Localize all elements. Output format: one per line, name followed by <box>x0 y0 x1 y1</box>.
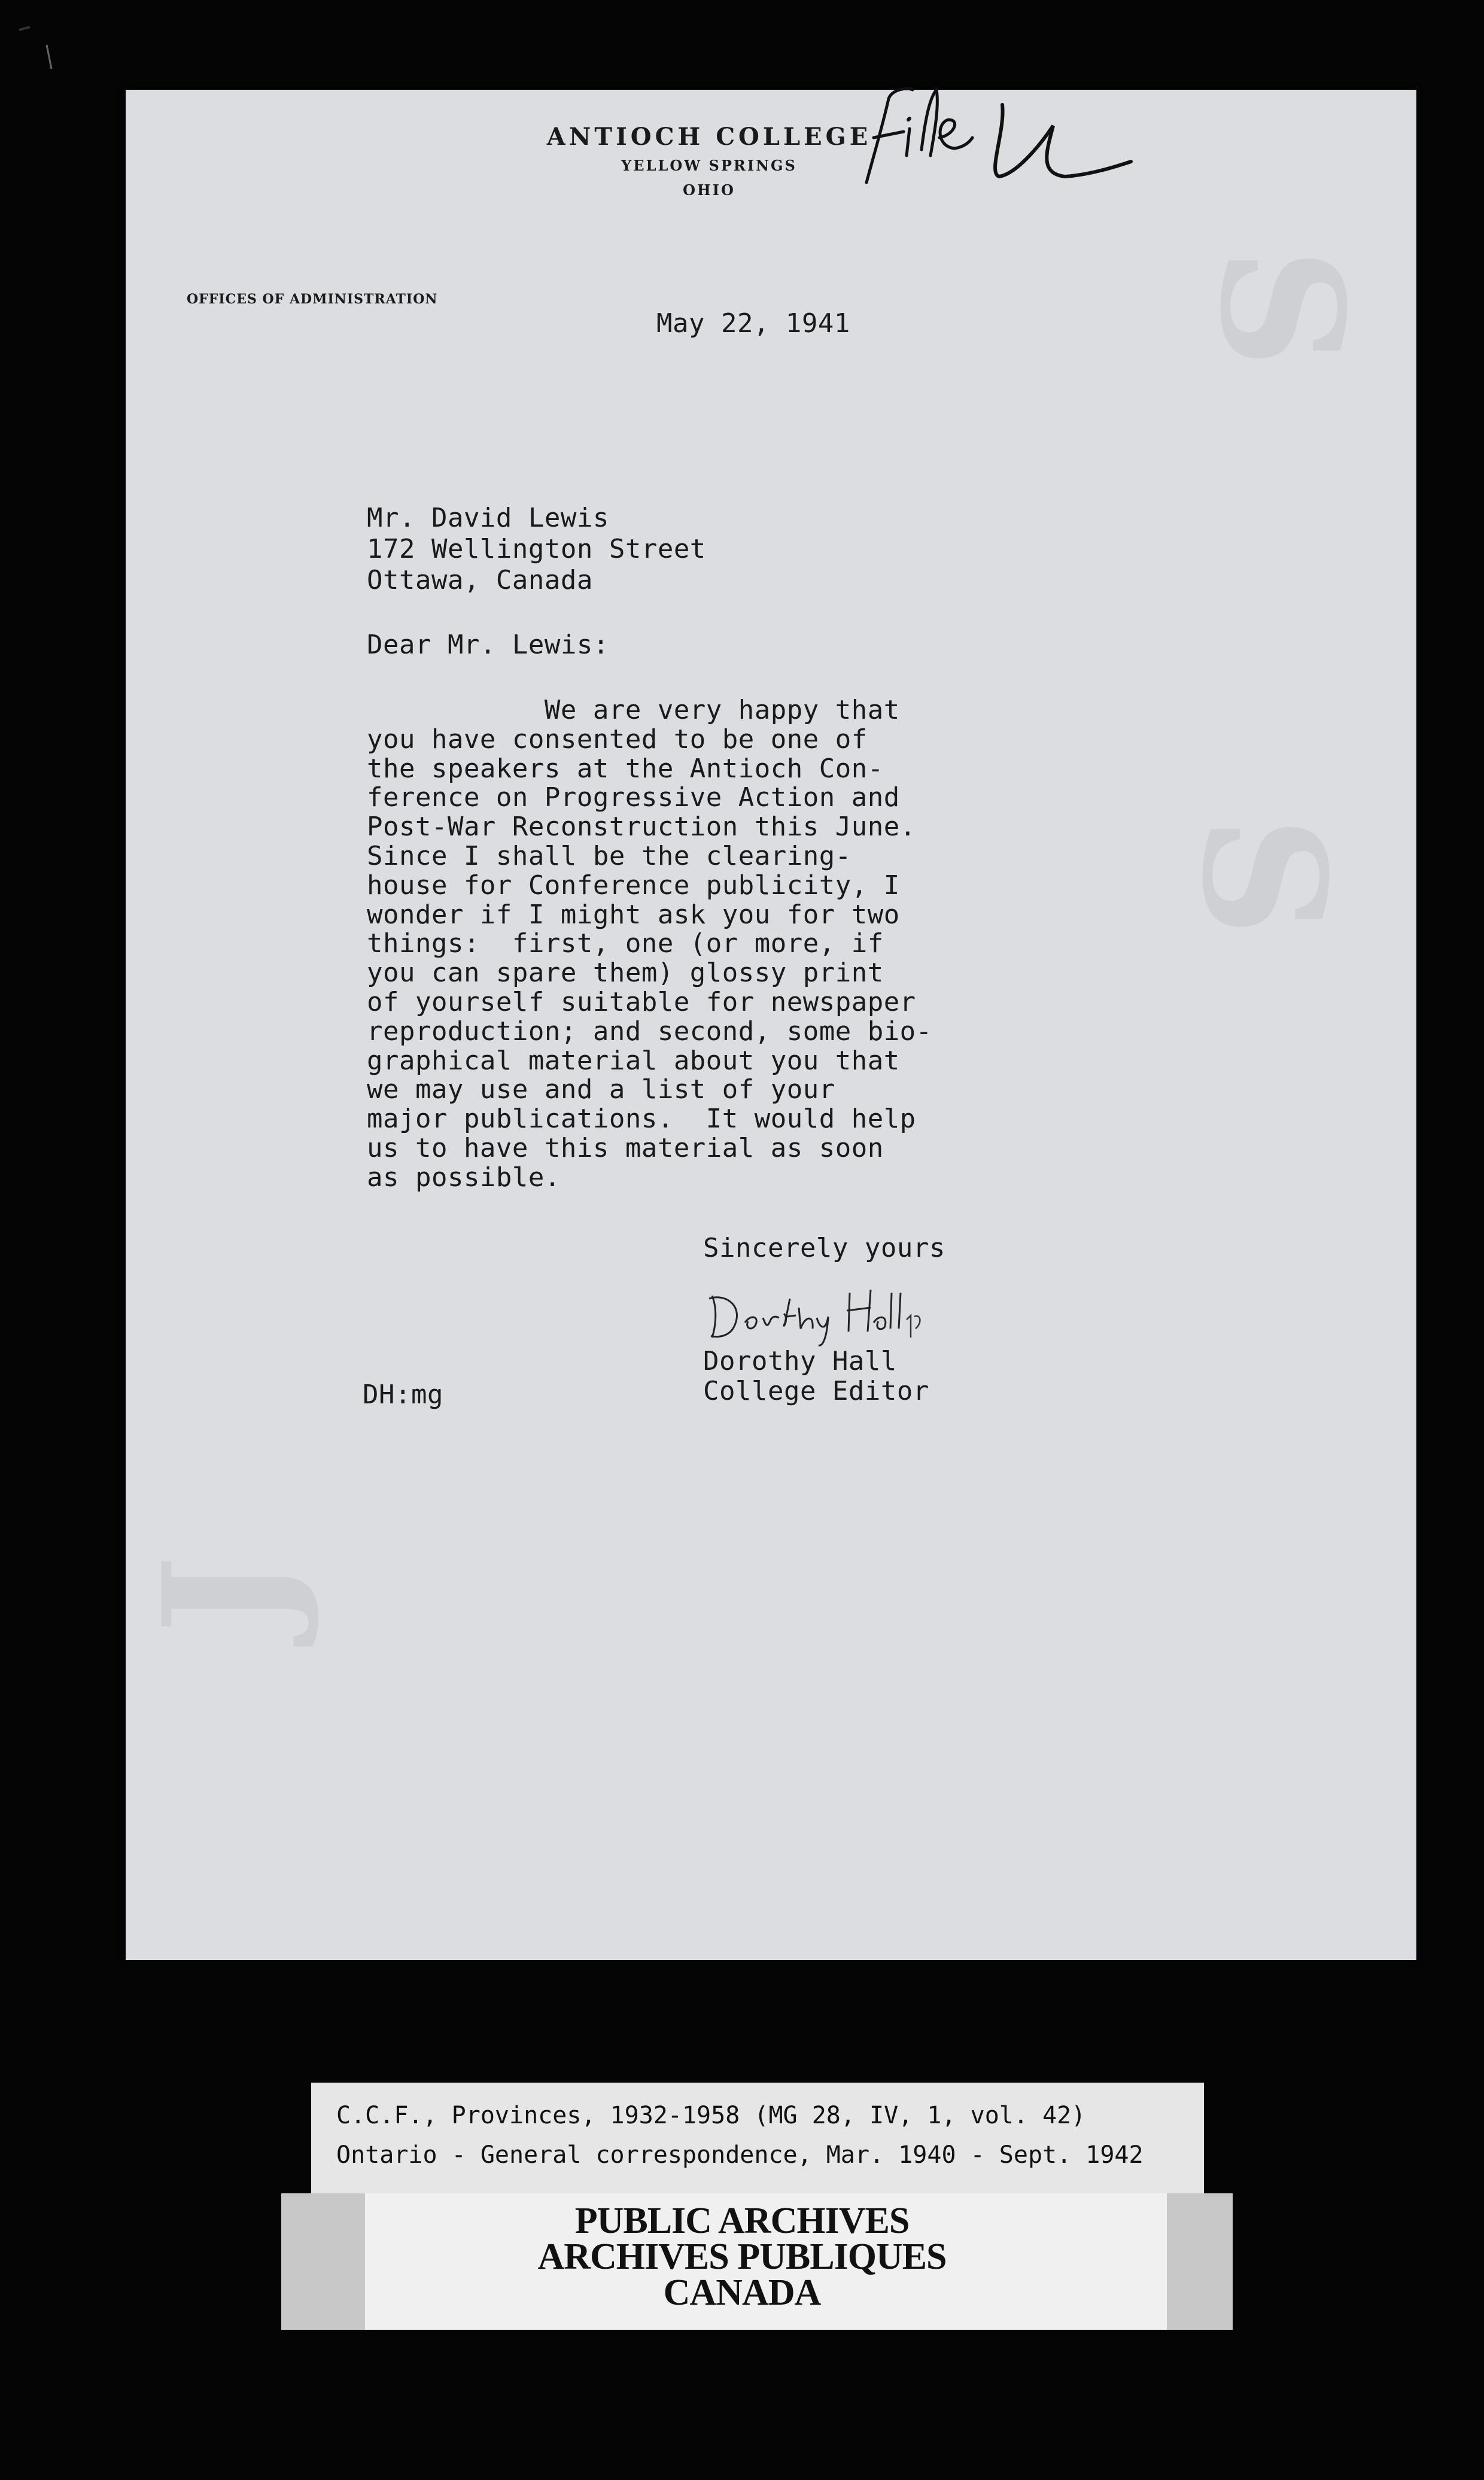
archive-label-card <box>311 2083 1204 2195</box>
body-line: Since I shall be the clearing- <box>367 840 852 871</box>
body-line: wonder if I might ask you for two <box>367 899 900 930</box>
handwritten-file-note <box>850 72 1143 215</box>
letterhead-office: OFFICES OF ADMINISTRATION <box>187 291 438 307</box>
closing: Sincerely yours <box>703 1233 945 1263</box>
letter-body <box>367 696 932 1193</box>
body-line: major publications. It would help <box>367 1104 916 1135</box>
body-line: We are very happy that <box>367 695 900 725</box>
bleed-through-mark: S <box>1164 816 1362 937</box>
body-line: graphical material about you that <box>367 1045 900 1076</box>
bleed-through-mark: J <box>126 1555 324 1634</box>
body-line: the speakers at the Antioch Con- <box>367 753 884 784</box>
letterhead-institution: ANTIOCH COLLEGE <box>546 123 872 151</box>
letterhead-city: YELLOW SPRINGS <box>621 157 797 174</box>
bleed-through-mark: S <box>1182 247 1380 369</box>
archive-label-line-1: C.C.F., Provinces, 1932-1958 (MG 28, IV, 1, vol. 42) <box>336 2102 1086 2129</box>
reference-initials: DH:mg <box>363 1379 443 1410</box>
recipient-address <box>367 503 706 596</box>
body-line: ference on Progressive Action and <box>367 782 900 813</box>
signer-name: Dorothy Hall <box>703 1346 897 1376</box>
body-line: Post-War Reconstruction this June. <box>367 812 916 843</box>
signer-block <box>703 1347 929 1406</box>
archive-stamp-line-1: PUBLIC ARCHIVES <box>574 2201 910 2241</box>
archive-stamp-line-2: ARCHIVES PUBLIQUES <box>537 2236 947 2277</box>
body-line: us to have this material as soon <box>367 1132 884 1163</box>
recipient-name: Mr. David Lewis <box>367 503 609 533</box>
body-line: house for Conference publicity, I <box>367 870 900 901</box>
body-line: you have consented to be one of <box>367 724 868 755</box>
body-line: we may use and a list of your <box>367 1074 835 1105</box>
archive-stamp-line-3: CANADA <box>663 2272 821 2313</box>
corner-pen-mark <box>12 3 60 75</box>
body-line: you can spare them) glossy print <box>367 958 884 989</box>
body-line: as possible. <box>367 1162 561 1193</box>
letterhead-state: OHIO <box>683 181 735 199</box>
archive-label-line-2: Ontario - General correspondence, Mar. 1940 - Sept. 1942 <box>336 2141 1144 2169</box>
letter-date: May 22, 1941 <box>656 308 850 339</box>
recipient-city: Ottawa, Canada <box>367 565 593 595</box>
signer-title: College Editor <box>703 1376 929 1406</box>
body-line: of yourself suitable for newspaper <box>367 986 916 1017</box>
body-line: reproduction; and second, some bio- <box>367 1016 932 1047</box>
body-line: things: first, one (or more, if <box>367 928 884 959</box>
handwritten-signature <box>700 1281 951 1347</box>
salutation: Dear Mr. Lewis: <box>367 630 609 660</box>
recipient-street: 172 Wellington Street <box>367 534 706 564</box>
